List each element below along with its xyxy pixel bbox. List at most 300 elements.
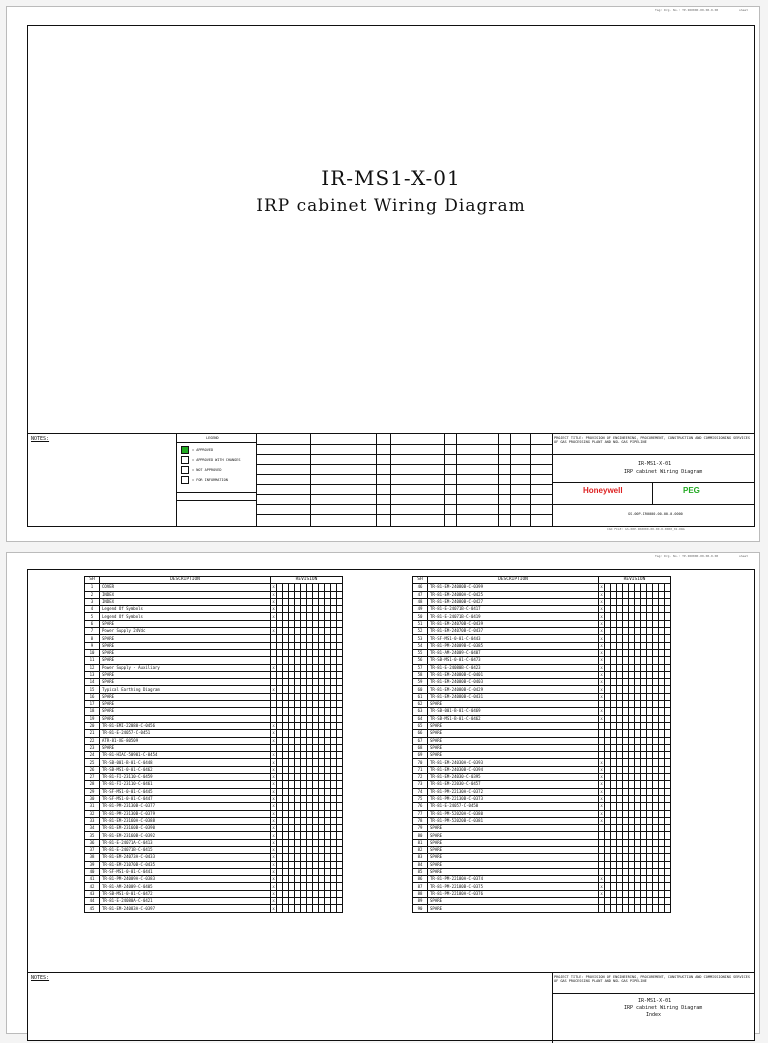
table-row: [85, 868, 343, 875]
table-row: [413, 715, 671, 722]
sheet-number-cell: 5: [85, 613, 100, 620]
description-cell: TR-81-PM-52020A-C-0380: [428, 810, 599, 817]
description-cell: TR-81-E-24080B-C-0423: [428, 664, 599, 671]
description-cell: TR-81-EM-21070B-C-0435: [100, 861, 271, 868]
sheet-number-cell: 38: [85, 854, 100, 861]
description-cell: TR-81-HIAC-50901-C-0454: [100, 752, 271, 759]
table-row: [413, 898, 671, 905]
sheet-number-cell: 62: [413, 701, 428, 708]
revision-cell: [665, 715, 671, 722]
revision-cell: [337, 861, 343, 868]
description-cell: TR-81-EM-24080A-C-0425: [428, 591, 599, 598]
table-row: [85, 642, 343, 649]
revision-cell: [337, 803, 343, 810]
sheet-number-cell: 22: [85, 737, 100, 744]
description-cell: SPARE: [100, 671, 271, 678]
legend-title: LEGEND: [206, 436, 219, 440]
table-row: [85, 693, 343, 700]
table-row: [413, 795, 671, 802]
table-row: [413, 671, 671, 678]
revision-cell: [337, 905, 343, 912]
revision-cell: X: [272, 687, 275, 692]
description-cell: TR-81-E-24071A-C-0413: [100, 839, 271, 846]
sheet-number-cell: 2: [85, 591, 100, 598]
description-cell: INDEX: [100, 591, 271, 598]
sheet-number-cell: 45: [85, 905, 100, 912]
revision-cell: [665, 744, 671, 751]
description-cell: TR-SB-MS1-0-01-C-0472: [100, 890, 271, 897]
table-row: [413, 890, 671, 897]
table-row: [413, 905, 671, 912]
description-cell: TR-SB-MS1-0-01-C-0473: [428, 657, 599, 664]
revision-cell: [665, 613, 671, 620]
revision-cell: X: [600, 760, 603, 765]
revision-cell: [665, 752, 671, 759]
sheet-number-cell: 44: [85, 898, 100, 905]
revision-cell: [665, 635, 671, 642]
sheet-number-cell: 86: [413, 876, 428, 883]
description-cell: SPARE: [428, 722, 599, 729]
revision-cell: X: [272, 884, 275, 889]
table-row: [85, 883, 343, 890]
sheet-number-cell: 74: [413, 788, 428, 795]
revision-cell: [665, 649, 671, 656]
sheet-number-cell: 11: [85, 657, 100, 664]
revision-cell: [337, 649, 343, 656]
description-cell: SPARE: [428, 861, 599, 868]
description-cell: ATR-81-XE-80509: [100, 737, 271, 744]
table-row: [413, 854, 671, 861]
table-row: [413, 803, 671, 810]
revision-cell: X: [600, 585, 603, 590]
revision-cell: X: [272, 906, 275, 911]
revision-cell: [337, 781, 343, 788]
table-row: [85, 584, 343, 591]
table-row: [413, 876, 671, 883]
revision-cell: [665, 759, 671, 766]
revision-cell: [665, 803, 671, 810]
table-row: [413, 759, 671, 766]
project-title: PROJECT TITLE: PROVISION OF ENGINEERING, PROCUREMENT, CONSTRUCTION AND COMMISSIONING SERVICES OF GAS PROCESSING PLANT AND NGL GAS PIPELINE: [554, 975, 750, 983]
description-cell: SPARE: [100, 642, 271, 649]
revision-cell: [337, 839, 343, 846]
revision-cell: X: [600, 607, 603, 612]
sheet-number-cell: 80: [413, 832, 428, 839]
checkbox-icon: [181, 456, 189, 464]
description-cell: TR-81-EM-23160B-C-0390: [100, 825, 271, 832]
revision-cell: X: [272, 775, 275, 780]
table-row: [85, 686, 343, 693]
sheet-number-cell: 27: [85, 774, 100, 781]
revision-cell: X: [600, 629, 603, 634]
revision-cell: [337, 686, 343, 693]
index-table-right-body: [413, 584, 671, 912]
revision-cell: [337, 744, 343, 751]
revision-cell: [665, 708, 671, 715]
description-cell: COVER: [100, 584, 271, 591]
table-row: [85, 795, 343, 802]
table-row: [85, 715, 343, 722]
table-row: [85, 832, 343, 839]
description-cell: Power Supply - Auxiliary: [100, 664, 271, 671]
sheet-number-cell: 18: [85, 708, 100, 715]
index-table-left: [84, 576, 343, 913]
sheet-number-cell: 36: [85, 839, 100, 846]
index-frame: [27, 569, 755, 1041]
sheet-number-cell: 72: [413, 774, 428, 781]
sheet-header-sheet: sheet: [739, 8, 749, 12]
revision-cell: X: [272, 848, 275, 853]
table-row: [85, 854, 343, 861]
notes-label: NOTES:: [31, 975, 50, 981]
table-row: [85, 701, 343, 708]
description-cell: SPARE: [100, 657, 271, 664]
description-cell: TR-81-E-24057-C-0451: [100, 730, 271, 737]
table-row: [85, 876, 343, 883]
sheet-number-cell: 19: [85, 715, 100, 722]
legend-for-information: = FOR INFORMATION: [181, 476, 228, 484]
table-row: [85, 722, 343, 729]
sheet-number-cell: 4: [85, 606, 100, 613]
description-cell: TR-81-AM-24009-C-0405: [100, 883, 271, 890]
revision-cell: [665, 628, 671, 635]
sheet-number-cell: 24: [85, 752, 100, 759]
description-cell: SPARE: [428, 854, 599, 861]
description-cell: TR-81-EM-24030B-C-0394: [428, 766, 599, 773]
sheet-number-cell: 13: [85, 671, 100, 678]
description-cell: SPARE: [100, 708, 271, 715]
table-row: [413, 752, 671, 759]
table-row: [85, 613, 343, 620]
description-cell: TR-81-EM-23160A-C-0388: [100, 817, 271, 824]
table-row: [413, 810, 671, 817]
description-cell: SPARE: [100, 635, 271, 642]
sheet-header-tag: Tag: Drg. No.: TP-IR0000-00-00-0-00: [655, 554, 719, 558]
description-cell: SPARE: [428, 730, 599, 737]
table-row: [413, 657, 671, 664]
description-cell: SPARE: [100, 744, 271, 751]
legend-not-approved: = NOT APPROVED: [181, 466, 222, 474]
index-table-right: [412, 576, 671, 913]
revision-cell: X: [600, 694, 603, 699]
sheet-number-cell: 10: [85, 649, 100, 656]
sheet-number-cell: 28: [85, 781, 100, 788]
table-row: [85, 591, 343, 598]
document-number: GS-00P-IR0000-00-00-0-0000: [628, 512, 683, 516]
revision-cell: X: [272, 797, 275, 802]
revision-cell: [337, 825, 343, 832]
description-cell: TR-81-PM-23130B-C-0379: [100, 810, 271, 817]
sheet-number-cell: 88: [413, 890, 428, 897]
description-cell: TR-81-EM-24030A-C-0393: [428, 759, 599, 766]
table-row: [413, 649, 671, 656]
description-cell: TR-SF-MS1-0-01-C-0445: [100, 788, 271, 795]
table-row: [413, 642, 671, 649]
revision-cell: X: [272, 585, 275, 590]
revision-cell: [337, 679, 343, 686]
sheet-number-cell: 67: [413, 737, 428, 744]
table-row: [85, 708, 343, 715]
revision-cell: [665, 642, 671, 649]
revision-cell: X: [600, 673, 603, 677]
col-sh-header: SH: [85, 577, 100, 584]
sheet-number-cell: 3: [85, 598, 100, 605]
description-cell: SPARE: [428, 701, 599, 708]
description-cell: TR-81-FI-23110-C-0459: [100, 774, 271, 781]
drawing-title: IR-MS1-X-01: [321, 166, 461, 190]
revision-cell: X: [600, 687, 603, 692]
revision-cell: [665, 832, 671, 839]
sheet-number-cell: 58: [413, 671, 428, 678]
revision-cell: X: [600, 884, 603, 889]
table-row: [413, 693, 671, 700]
revision-cell: [337, 606, 343, 613]
revision-cell: [665, 868, 671, 875]
revision-cell: [337, 898, 343, 905]
revision-cell: [665, 846, 671, 853]
sheet-number-cell: 87: [413, 883, 428, 890]
revision-cell: [665, 671, 671, 678]
table-row: [413, 722, 671, 729]
sheet-number-cell: 20: [85, 722, 100, 729]
description-cell: TR-81-EM-24070B-C-0437: [428, 628, 599, 635]
col-revision-header: REVISION: [271, 577, 343, 584]
revision-cell: X: [600, 716, 603, 721]
revision-cell: [337, 810, 343, 817]
revision-cell: X: [600, 811, 603, 816]
table-row: [413, 839, 671, 846]
revision-cell: [665, 584, 671, 591]
table-row: [413, 744, 671, 751]
title-block: [28, 433, 754, 526]
description-cell: TR-81-E-24071B-C-0419: [428, 613, 599, 620]
revision-cell: [665, 664, 671, 671]
table-row: [85, 788, 343, 795]
revision-cell: X: [600, 767, 603, 772]
table-row: [85, 635, 343, 642]
revision-cell: X: [600, 782, 603, 787]
block-drawing-subtitle: IRP cabinet Wiring Diagram: [624, 469, 703, 475]
revision-cell: [337, 795, 343, 802]
table-row: [413, 584, 671, 591]
revision-cell: X: [600, 643, 603, 648]
description-cell: TR-SB-001-B-01-C-0469: [428, 708, 599, 715]
revision-cell: [665, 722, 671, 729]
sheet-number-cell: 30: [85, 795, 100, 802]
revision-cell: [337, 671, 343, 678]
sheet-number-cell: 21: [85, 730, 100, 737]
revision-cell: X: [600, 621, 603, 626]
sheet-number-cell: 7: [85, 628, 100, 635]
sheet-number-cell: 26: [85, 766, 100, 773]
revision-cell: [665, 810, 671, 817]
sheet-number-cell: 9: [85, 642, 100, 649]
sheet-number-cell: 31: [85, 803, 100, 810]
revision-cell: X: [272, 899, 275, 904]
description-cell: TR-81-PM-23130B-C-0377: [100, 803, 271, 810]
table-row: [85, 766, 343, 773]
table-row: [85, 679, 343, 686]
revision-cell: [337, 722, 343, 729]
revision-cell: [337, 628, 343, 635]
description-cell: SPARE: [428, 839, 599, 846]
revision-cell: X: [600, 665, 603, 670]
col-revision-header: REVISION: [599, 577, 671, 584]
description-cell: TR-81-EM-24070B-C-0439: [428, 620, 599, 627]
sheet-number-cell: 54: [413, 642, 428, 649]
table-row: [85, 825, 343, 832]
sheet-number-cell: 84: [413, 861, 428, 868]
sheet-number-cell: 23: [85, 744, 100, 751]
drawing-sheet-index: [6, 552, 760, 1034]
block-drawing-subtitle: IRP cabinet Wiring Diagram: [624, 1005, 703, 1011]
description-cell: TR-SF-MS1-0-01-C-0443: [428, 635, 599, 642]
revision-cell: [665, 693, 671, 700]
block-drawing-title: IR-MS1-X-01: [638, 461, 672, 467]
sheet-number-cell: 37: [85, 846, 100, 853]
revision-cell: X: [272, 592, 275, 597]
block-drawing-index-label: Index: [646, 1012, 662, 1018]
description-cell: TR-SB-MS1-B-01-C-0462: [428, 715, 599, 722]
description-cell: TR-SB-MS1-0-01-C-0462: [100, 766, 271, 773]
description-cell: SPARE: [100, 715, 271, 722]
table-row: [413, 861, 671, 868]
sheet-number-cell: 6: [85, 620, 100, 627]
description-cell: TR-81-E-24071B-C-0417: [428, 606, 599, 613]
description-cell: Power Supply 24Vdc: [100, 628, 271, 635]
table-row: [413, 774, 671, 781]
revision-cell: [337, 657, 343, 664]
revision-cell: X: [272, 767, 275, 772]
sheet-number-cell: 85: [413, 868, 428, 875]
description-cell: TR-81-EM-24080B-C-0399: [428, 584, 599, 591]
revision-cell: [665, 876, 671, 883]
sheet-number-cell: 1: [85, 584, 100, 591]
revision-cell: X: [272, 855, 275, 860]
sheet-number-cell: 64: [413, 715, 428, 722]
revision-cell: [337, 759, 343, 766]
revision-cell: [665, 686, 671, 693]
table-row: [413, 781, 671, 788]
sheet-number-cell: 48: [413, 598, 428, 605]
table-row: [413, 598, 671, 605]
sheet-number-cell: 25: [85, 759, 100, 766]
revision-cell: X: [272, 811, 275, 816]
revision-cell: [665, 795, 671, 802]
revision-cell: [337, 693, 343, 700]
table-row: [85, 620, 343, 627]
revision-cell: [337, 715, 343, 722]
revision-cell: X: [272, 782, 275, 787]
table-row: [413, 664, 671, 671]
revision-cell: X: [272, 738, 275, 743]
description-cell: SPARE: [428, 905, 599, 912]
description-cell: TR-SF-MS1-0-01-C-0441: [100, 868, 271, 875]
sheet-number-cell: 71: [413, 766, 428, 773]
table-row: [85, 890, 343, 897]
sheet-number-cell: 63: [413, 708, 428, 715]
table-row: [85, 628, 343, 635]
description-cell: TR-81-EM-22030-C-0457: [428, 781, 599, 788]
revision-cell: [337, 817, 343, 824]
revision-cell: X: [272, 891, 275, 896]
sheet-number-cell: 16: [85, 693, 100, 700]
sheet-number-cell: 43: [85, 890, 100, 897]
revision-cell: [337, 591, 343, 598]
revision-cell: X: [600, 789, 603, 794]
block-drawing-title: IR-MS1-X-01: [638, 998, 672, 1004]
description-cell: TR-SB-001-B-01-C-0448: [100, 759, 271, 766]
revision-cell: X: [600, 775, 603, 780]
table-row: [413, 766, 671, 773]
description-cell: TR-81-FI-23110-C-0461: [100, 781, 271, 788]
revision-cell: X: [272, 862, 275, 867]
col-description-header: DESCRIPTION: [100, 577, 271, 584]
sheet-number-cell: 89: [413, 898, 428, 905]
revision-cell: [665, 890, 671, 897]
table-row: [413, 635, 671, 642]
description-cell: TR-SF-MS1-0-01-C-0447: [100, 795, 271, 802]
description-cell: TR-81-PM-24009B-C-0385: [428, 642, 599, 649]
revision-cell: [337, 832, 343, 839]
revision-cell: [665, 737, 671, 744]
legend-approved-with-changes: = APPROVED WITH CHANGES: [181, 456, 240, 464]
table-header-row: [85, 577, 343, 584]
revision-cell: X: [272, 833, 275, 838]
revision-cell: X: [600, 891, 603, 896]
revision-cell: [665, 905, 671, 912]
table-row: [85, 846, 343, 853]
drawing-subtitle: IRP cabinet Wiring Diagram: [256, 196, 526, 216]
col-sh-header: SH: [413, 577, 428, 584]
peg-logo: PEG: [683, 486, 700, 495]
table-row: [413, 620, 671, 627]
revision-cell: X: [600, 614, 603, 619]
sheet-number-cell: 39: [85, 861, 100, 868]
revision-cell: [337, 613, 343, 620]
revision-cell: [665, 598, 671, 605]
description-cell: SPARE: [428, 744, 599, 751]
description-cell: TR-81-EM-24080B-C-0431: [428, 693, 599, 700]
description-cell: SPARE: [428, 846, 599, 853]
description-cell: SPARE: [428, 868, 599, 875]
project-title: PROJECT TITLE: PROVISION OF ENGINEERING, PROCUREMENT, CONSTRUCTION AND COMMISSIONING SERVICES OF GAS PROCESSING PLANT AND NGL GAS PIPELINE: [554, 436, 750, 444]
table-row: [85, 774, 343, 781]
revision-cell: [337, 664, 343, 671]
revision-cell: [665, 774, 671, 781]
revision-cell: X: [272, 614, 275, 619]
sheet-number-cell: 41: [85, 876, 100, 883]
revision-cell: X: [600, 804, 603, 809]
revision-cell: X: [600, 680, 603, 685]
sheet-header-tag: Tag: Drg. No.: TP-IR0000-00-00-0-00: [655, 8, 719, 12]
revision-cell: [337, 883, 343, 890]
table-row: [413, 825, 671, 832]
description-cell: TR-81-E-24057-C-0450: [428, 803, 599, 810]
table-row: [85, 817, 343, 824]
revision-cell: [665, 730, 671, 737]
table-header-row: [413, 577, 671, 584]
table-row: [413, 817, 671, 824]
revision-cell: X: [600, 658, 603, 663]
revision-cell: [337, 752, 343, 759]
description-cell: Typical Earthing Diagram: [100, 686, 271, 693]
table-row: [413, 737, 671, 744]
revision-cell: [665, 839, 671, 846]
description-cell: TR-81-E-24071B-C-0415: [100, 846, 271, 853]
description-cell: TR-81-PM-24009A-C-0383: [100, 876, 271, 883]
description-cell: SPARE: [100, 649, 271, 656]
